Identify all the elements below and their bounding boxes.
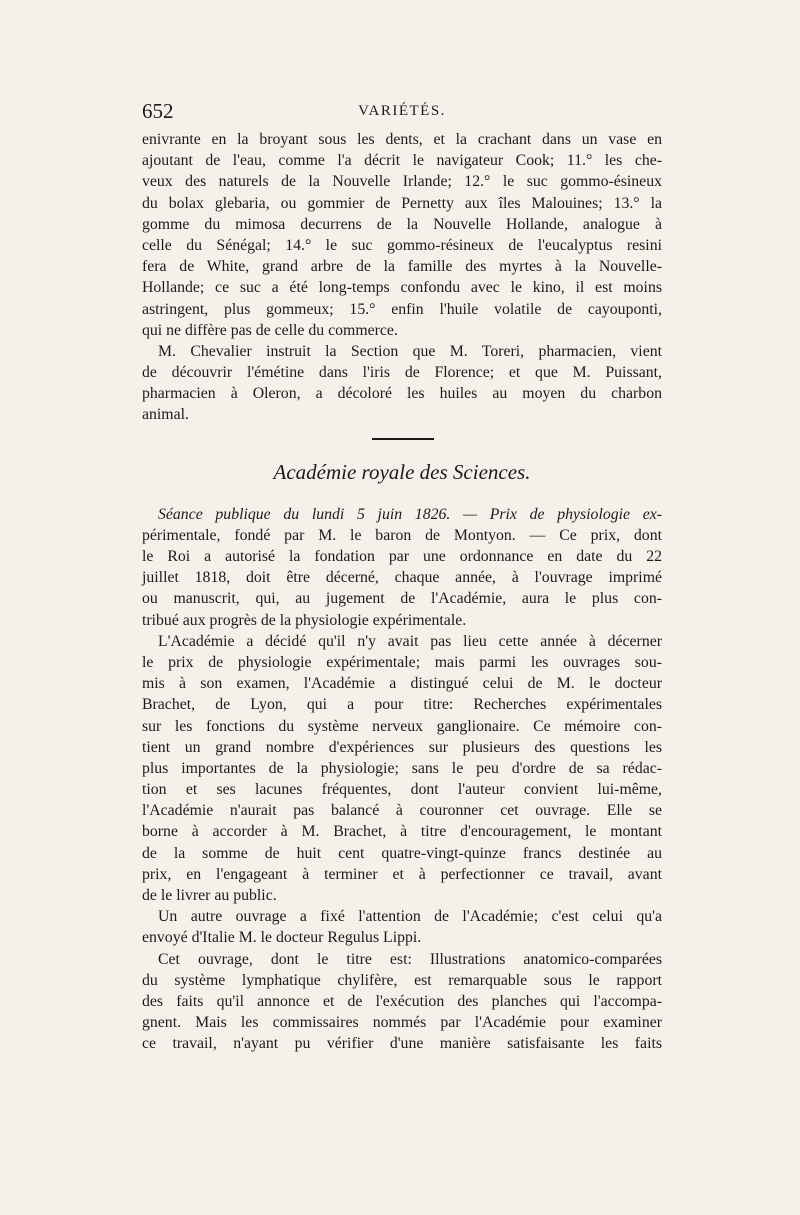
paragraph xyxy=(142,504,662,631)
text-line: qui ne diffère pas de celle du commerce. xyxy=(142,321,398,339)
text-line: de découvrir l'émétine dans l'iris de Florence; et que M. Puissant, xyxy=(142,364,662,382)
text-line: astringent, plus gommeux; 15.° enfin l'huile volatile de cayouponti, xyxy=(142,300,662,318)
text-line: ajoutant de l'eau, comme l'a décrit le navigateur Cook; 11.° les che- xyxy=(142,152,662,170)
section-divider xyxy=(142,426,662,454)
text-line: envoyé d'Italie M. le docteur Regulus Lippi. xyxy=(142,929,422,947)
body-text xyxy=(142,129,662,1055)
text-line: mis à son examen, l'Académie a distingué celui de M. le docteur xyxy=(142,675,662,693)
page-header xyxy=(142,96,662,126)
text-line: gomme du mimosa decurrens de la Nouvelle Hollande, analogue à xyxy=(142,215,662,233)
text-line: du système lymphatique chylifère, est remarquable sous le rapport xyxy=(142,971,662,989)
text-line: plus importantes de la physiologie; sans le peu d'ordre de sa rédac- xyxy=(142,759,662,777)
text-line: l'Académie n'aurait pas balancé à couronner cet ouvrage. Elle se xyxy=(142,802,662,820)
text-line: animal. xyxy=(142,406,189,424)
paragraph xyxy=(142,906,662,948)
text-line: Hollande; ce suc a été long-temps confondu avec le kino, il est moins xyxy=(142,279,662,297)
text-line: Un autre ouvrage a fixé l'attention de l'Académie; c'est celui qu'a xyxy=(158,908,662,926)
text-line: ou manuscrit, qui, au jugement de l'Académie, aura le plus con- xyxy=(142,590,662,608)
page-number: 652 xyxy=(142,99,174,123)
text-line: tion et ses lacunes fréquentes, dont l'auteur convient lui-même, xyxy=(142,781,662,799)
text-line: Cet ouvrage, dont le titre est: Illustrations anatomico-comparées xyxy=(158,950,662,968)
text-line: celle du Sénégal; 14.° le suc gommo-résineux de l'eucalyptus resini xyxy=(142,236,662,254)
paragraph xyxy=(142,949,662,1055)
section-title: Académie royale des Sciences. xyxy=(273,459,531,484)
text-line: Séance publique du lundi 5 juin 1826. — Prix de physiologie ex- xyxy=(158,505,662,523)
text-line: de la somme de huit cent quatre-vingt-quinze francs destinée au xyxy=(142,844,662,862)
text-line: pharmacien à Oleron, a décoloré les huiles au moyen du charbon xyxy=(142,385,662,403)
text-line: L'Académie a décidé qu'il n'y avait pas lieu cette année à décerner xyxy=(158,632,662,650)
text-line: périmentale, fondé par M. le baron de Montyon. — Ce prix, dont xyxy=(142,526,662,544)
divider-rule xyxy=(372,438,434,440)
text-line: juillet 1818, doit être décerné, chaque année, à l'ouvrage imprimé xyxy=(142,569,662,587)
paragraph xyxy=(142,341,662,426)
text-line: des faits qu'il annonce et de l'exécution des planches qui l'accompa- xyxy=(142,992,662,1010)
text-line: prix, en l'engageant à terminer et à perfectionner ce travail, avant xyxy=(142,865,662,883)
text-line: sur les fonctions du système nerveux ganglionaire. Ce mémoire con- xyxy=(142,717,662,735)
text-line: borne à accorder à M. Brachet, à titre d'encouragement, le montant xyxy=(142,823,662,841)
text-line: Brachet, de Lyon, qui a pour titre: Recherches expérimentales xyxy=(142,696,662,714)
text-line: de le livrer au public. xyxy=(142,887,277,904)
text-line: tient un grand nombre d'expériences sur plusieurs des questions les xyxy=(142,738,662,756)
text-line: M. Chevalier instruit la Section que M. Toreri, pharmacien, vient xyxy=(158,342,662,360)
text-line: du bolax glebaria, ou gommier de Pernetty aux îles Malouines; 13.° la xyxy=(142,194,662,212)
text-line: veux des naturels de la Nouvelle Irlande; 12.° le suc gommo-ésineux xyxy=(142,173,662,191)
text-line: enivrante en la broyant sous les dents, et la crachant dans un vase en xyxy=(142,131,662,148)
text-line: ce travail, n'ayant pu vérifier d'une manière satisfaisante les faits xyxy=(142,1035,662,1053)
text-line: le Roi a autorisé la fondation par une ordonnance en date du 22 xyxy=(142,548,662,565)
paragraph xyxy=(142,631,662,906)
text-line: gnent. Mais les commissaires nommés par l'Académie pour examiner xyxy=(142,1014,662,1032)
running-head: VARIÉTÉS. xyxy=(358,103,446,119)
paragraph xyxy=(142,129,662,341)
text-line: tribué aux progrès de la physiologie expérimentale. xyxy=(142,611,467,629)
text-line: fera de White, grand arbre de la famille des myrtes à la Nouvelle- xyxy=(142,258,662,276)
text-line: le prix de physiologie expérimentale; mais parmi les ouvrages sou- xyxy=(142,653,662,671)
